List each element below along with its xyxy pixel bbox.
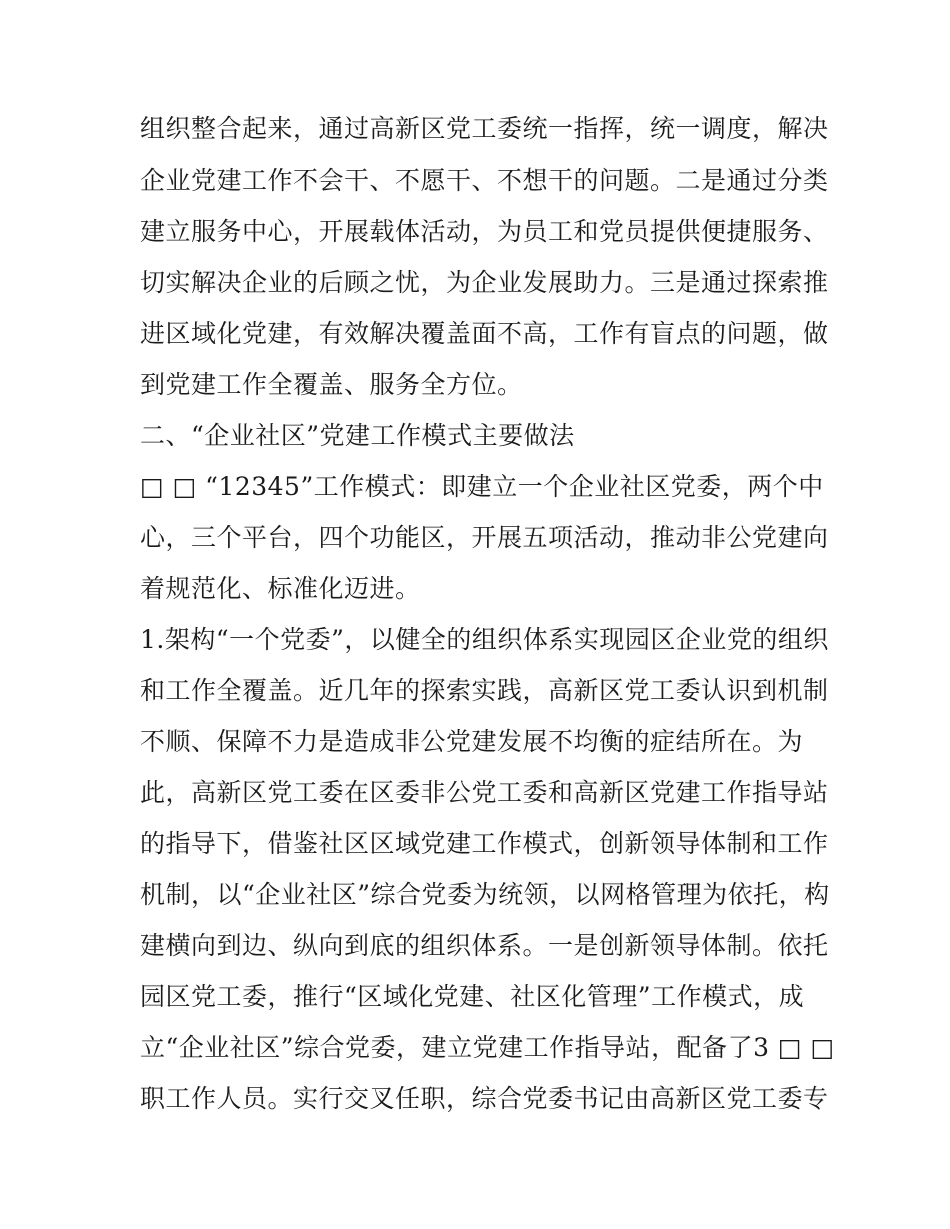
text-line: 切实解决企业的后顾之忧，为企业发展助力。三是通过探索推 [140,268,829,297]
text-line: 和工作全覆盖。近几年的探索实践，高新区党工委认识到机制 [140,676,829,705]
text-line: 立“企业社区”综合党委，建立党建工作指导站，配备了3 □ □ [140,1033,835,1062]
text-line: 进区域化党建，有效解决覆盖面不高，工作有盲点的问题，做 [140,319,829,348]
section-heading: 二、“企业社区”党建工作模式主要做法 [140,421,575,450]
text-line: 1.架构“一个党委”，以健全的组织体系实现园区企业党的组织 [140,625,829,654]
text-line: 此，高新区党工委在区委非公党工委和高新区党建工作指导站 [140,778,829,807]
text-line: 职工作人员。实行交叉任职，综合党委书记由高新区党工委专 [140,1084,829,1113]
text-line: □ □ “12345”工作模式：即建立一个企业社区党委，两个中 [140,472,824,501]
text-line: 到党建工作全覆盖、服务全方位。 [140,370,523,399]
text-line: 着规范化、标准化迈进。 [140,574,421,603]
text-line: 不顺、保障不力是造成非公党建发展不均衡的症结所在。为 [140,727,804,756]
text-line: 建横向到边、纵向到底的组织体系。一是创新领导体制。依托 [140,931,829,960]
text-line: 心，三个平台，四个功能区，开展五项活动，推动非公党建向 [140,523,829,552]
text-line: 组织整合起来，通过高新区党工委统一指挥，统一调度，解决 [140,114,829,143]
text-line: 园区党工委，推行“区域化党建、社区化管理”工作模式，成 [140,982,805,1011]
text-line: 建立服务中心，开展载体活动，为员工和党员提供便捷服务、 [140,217,829,246]
text-line: 企业党建工作不会干、不愿干、不想干的问题。二是通过分类 [140,166,829,195]
text-line: 的指导下，借鉴社区区域党建工作模式，创新领导体制和工作 [140,829,829,858]
text-line: 机制，以“企业社区”综合党委为统领，以网格管理为依托，构 [140,880,830,909]
